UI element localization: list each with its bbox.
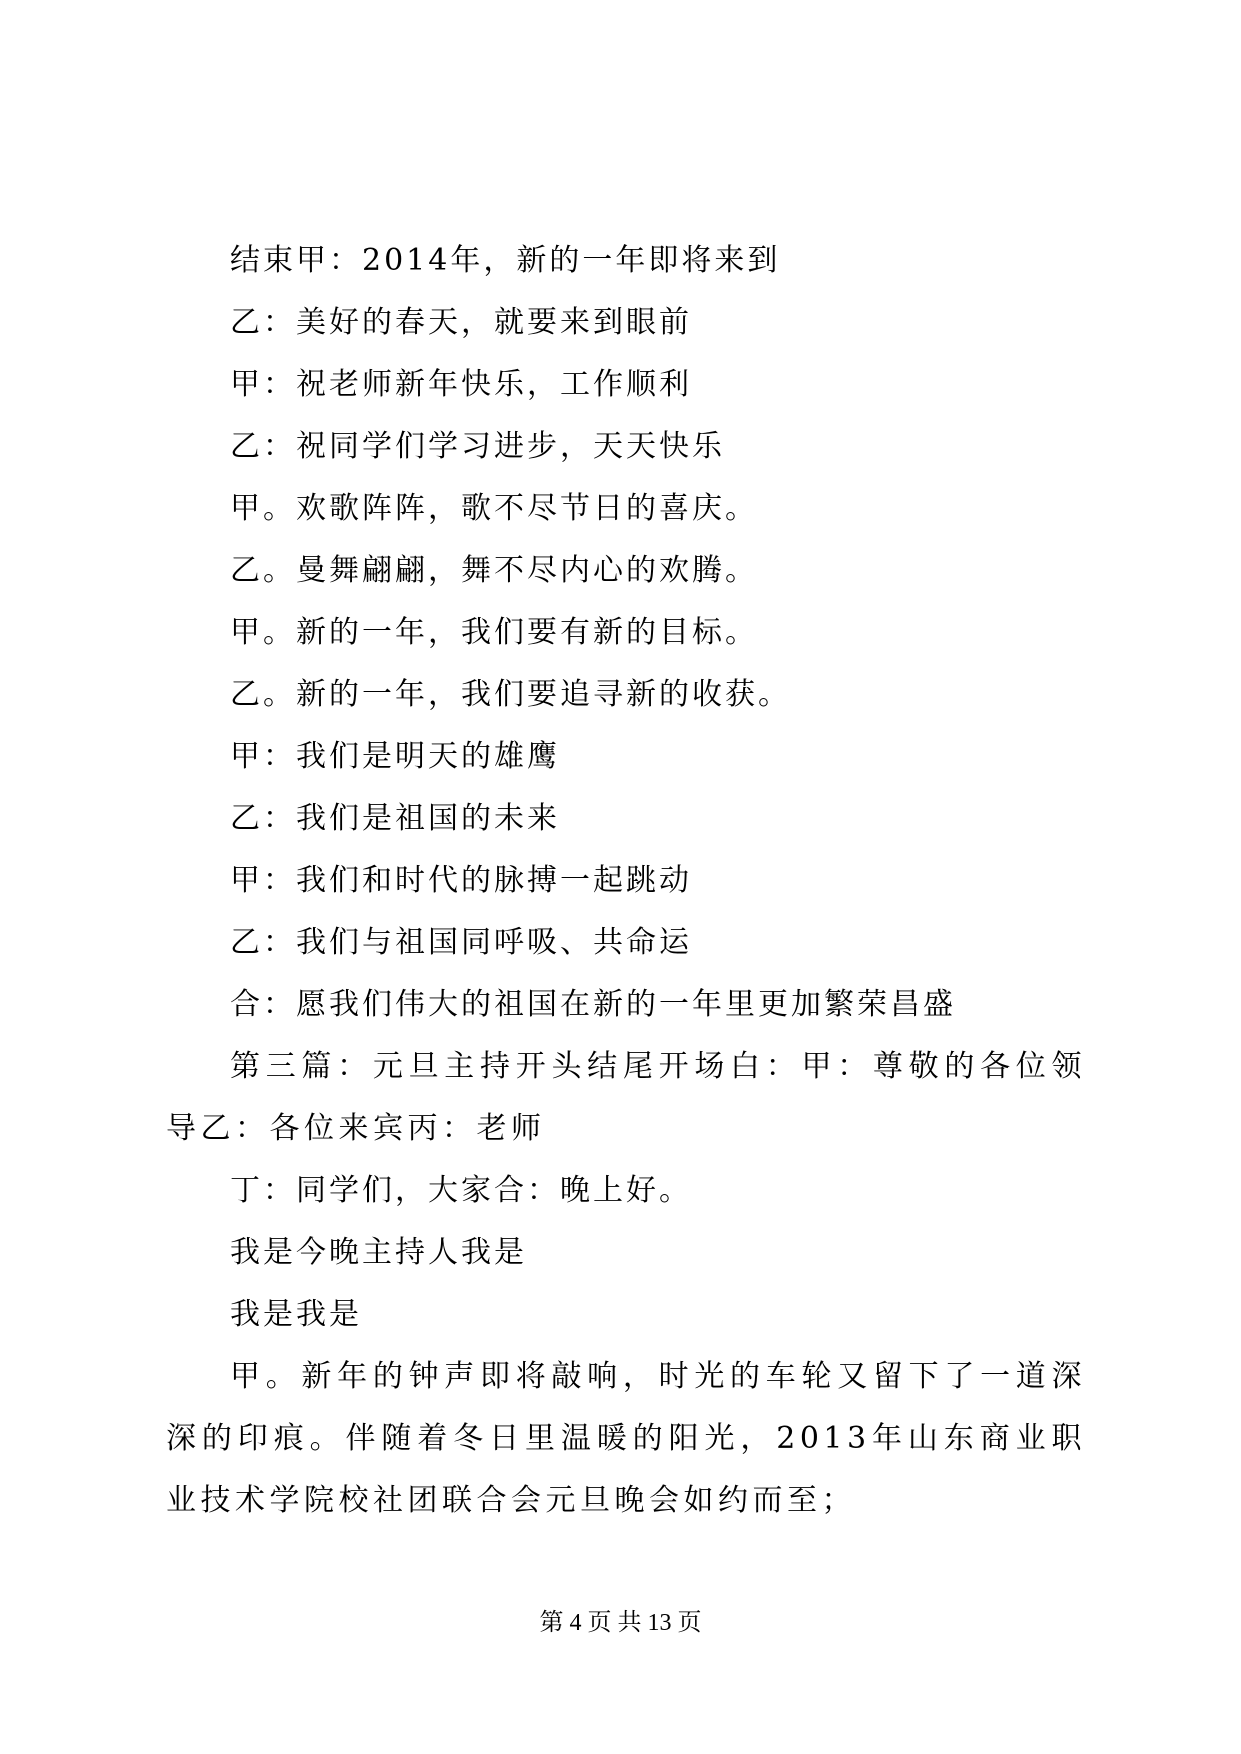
paragraph: 甲。新年的钟声即将敲响，时光的车轮又留下了一道深深的印痕。伴随着冬日里温暖的阳光，2013年山东商业职业技术学院校社团联合会元旦晚会如约而至； (166, 1359, 1086, 1518)
paragraph: 乙：祝同学们学习进步，天天快乐 (230, 429, 725, 464)
paragraph: 甲：祝老师新年快乐，工作顺利 (230, 367, 692, 402)
paragraph: 我是今晚主持人我是 (230, 1235, 527, 1270)
paragraph: 丁：同学们，大家合：晚上好。 (230, 1173, 692, 1208)
paragraph: 乙：我们是祖国的未来 (230, 801, 560, 836)
paragraph: 第三篇：元旦主持开头结尾开场白：甲：尊敬的各位领导乙：各位来宾丙：老师 (166, 1049, 1086, 1146)
paragraph: 结束甲：2014年，新的一年即将来到 (230, 243, 781, 278)
paragraph: 乙：我们与祖国同呼吸、共命运 (230, 925, 692, 960)
paragraph: 我是我是 (230, 1297, 362, 1332)
paragraph: 合：愿我们伟大的祖国在新的一年里更加繁荣昌盛 (230, 987, 956, 1022)
paragraph: 乙。曼舞翩翩，舞不尽内心的欢腾。 (230, 553, 758, 588)
paragraph: 甲：我们是明天的雄鹰 (230, 739, 560, 774)
paragraph: 乙。新的一年，我们要追寻新的收获。 (230, 677, 791, 712)
paragraph: 甲：我们和时代的脉搏一起跳动 (230, 863, 692, 898)
document-body (166, 230, 1086, 1532)
paragraph: 甲。欢歌阵阵，歌不尽节日的喜庆。 (230, 491, 758, 526)
paragraph: 甲。新的一年，我们要有新的目标。 (230, 615, 758, 650)
paragraph: 乙：美好的春天，就要来到眼前 (230, 305, 692, 340)
page-number-footer: 第 4 页 共 13 页 (539, 1610, 702, 1636)
